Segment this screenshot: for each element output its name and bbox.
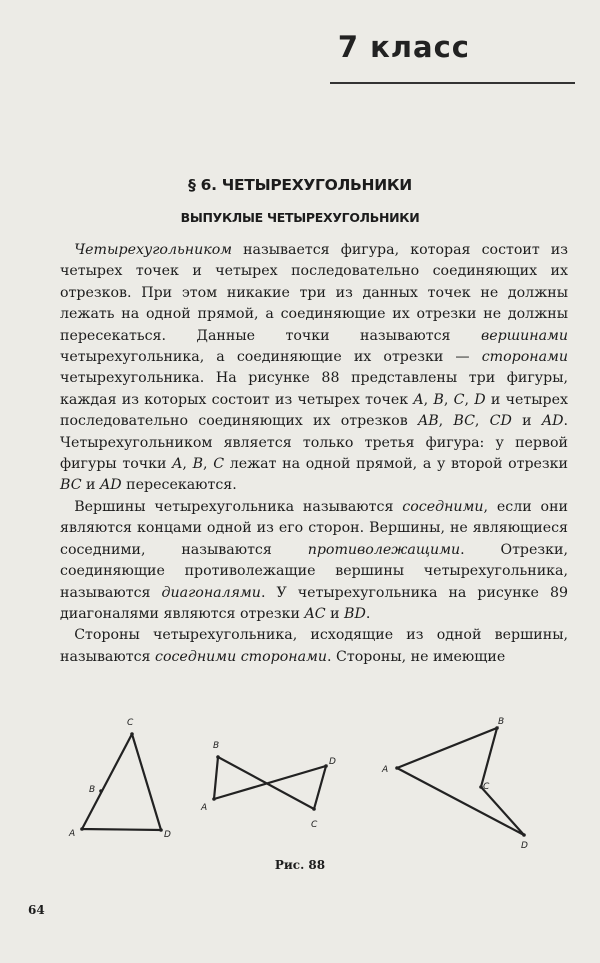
point-b (99, 789, 103, 793)
page-number: 64 (28, 903, 45, 917)
text-run: называется фигура, которая состоит из четырех точек и четырех последовательно соединяющих их отрезков. При этом никакие три из данных точек не должны лежать на одной прямой, а соединяющие их отрезки не должны пересекаться. Данные точки называются (60, 242, 568, 344)
figure-2-outline (214, 757, 326, 809)
italic-term: AD (100, 477, 122, 494)
italic-term: A (413, 391, 424, 408)
text-run: и (325, 605, 345, 622)
italic-term: A (172, 456, 183, 473)
point-d (324, 764, 328, 768)
point-a (212, 797, 216, 801)
label-c: C (311, 820, 318, 830)
label-b: B (89, 785, 96, 795)
label-a: A (69, 829, 76, 839)
italic-term: вершинами (480, 327, 568, 344)
grade-heading: 7 класс (337, 30, 470, 64)
point-c (130, 732, 134, 736)
italic-term: AD (541, 413, 564, 430)
text-run: четырехугольника. На рисунке 88 представлены три фигуры, каждая из которых состоит из четырех точек (60, 370, 568, 408)
text-run: , (203, 456, 214, 473)
italic-term: соседними (402, 498, 484, 515)
text-run: и (81, 477, 101, 494)
text-run: , (443, 391, 454, 408)
point-a (395, 766, 399, 770)
text-run: , (423, 391, 434, 408)
italic-term: сторонами (481, 349, 568, 366)
figure-2-crossed (200, 741, 336, 830)
text-run: и (511, 413, 542, 430)
label-a: A (382, 765, 389, 775)
label-d: D (164, 830, 171, 840)
point-c (312, 807, 316, 811)
text-run: и четырех последовательно соединяющих их отрезков (60, 391, 568, 430)
point-d (159, 828, 163, 832)
label-c: C (127, 718, 134, 728)
italic-term: B (433, 391, 444, 408)
figure-caption: Рис. 88 (274, 858, 326, 872)
section-title: § 6. ЧЕТЫРЕХУГОЛЬНИКИ (188, 176, 412, 194)
text-run: . Стороны, не имеющие (326, 648, 506, 665)
figure-3-outline (397, 728, 524, 835)
italic-term: AB (417, 413, 439, 430)
italic-term: противолежащими (307, 541, 461, 558)
text-run: . (365, 605, 371, 622)
italic-term: диагоналями (161, 584, 261, 601)
text-run: . Четырехугольником является только третья фигура: у первой фигуры точки (60, 413, 568, 473)
text-run: пересекаются. (121, 477, 237, 494)
label-b: B (213, 741, 220, 751)
text-run: , (438, 413, 454, 430)
label-b: B (498, 717, 505, 727)
point-b (216, 755, 220, 759)
paragraph-1 (60, 240, 568, 497)
figure-1-collinear (68, 718, 171, 840)
italic-term: BC (453, 413, 475, 430)
text-run: . Отрезки, соединяющие противолежащие вершины четырехугольника, называются (60, 541, 568, 601)
point-a (80, 827, 84, 831)
label-d: D (329, 757, 336, 767)
figure-3-quadrilateral (381, 717, 528, 851)
text-run: четырехугольника, а соединяющие их отрезки — (60, 349, 482, 366)
italic-term: C (213, 456, 225, 473)
italic-term: AC (304, 605, 326, 622)
point-d (522, 833, 526, 837)
text-run: , (464, 391, 475, 408)
body-text (60, 240, 568, 668)
italic-term: соседними сторонами (155, 648, 327, 665)
italic-term: CD (489, 413, 512, 430)
figure-1-outline (82, 734, 161, 830)
italic-term: BC (60, 477, 82, 494)
figure-88 (60, 705, 560, 855)
text-run: , (474, 413, 490, 430)
text-run: . У четырехугольника на рисунке 89 диагоналями являются отрезки (60, 584, 569, 622)
paragraph-2 (60, 497, 568, 625)
italic-term: Четырехугольником (74, 242, 232, 258)
label-c: C (483, 782, 490, 792)
text-run: лежат на одной прямой, а у второй отрезки (224, 456, 568, 473)
italic-term: C (453, 391, 465, 408)
text-run: Стороны четырехугольника, исходящие из одной вершины, называются (60, 627, 568, 665)
header-rule (330, 82, 575, 84)
label-a: A (201, 803, 208, 813)
italic-term: BD (344, 605, 366, 622)
text-run: , если они являются концами одной из его сторон. Вершины, не являющиеся соседними, называются (60, 498, 568, 558)
italic-term: B (192, 456, 204, 473)
paragraph-3 (60, 625, 568, 668)
section-subtitle: ВЫПУКЛЫЕ ЧЕТЫРЕХУГОЛЬНИКИ (180, 210, 420, 225)
text-run: , (182, 456, 193, 473)
italic-term: D (474, 391, 486, 408)
label-d: D (521, 841, 528, 851)
text-run: Вершины четырехугольника называются (74, 498, 403, 515)
